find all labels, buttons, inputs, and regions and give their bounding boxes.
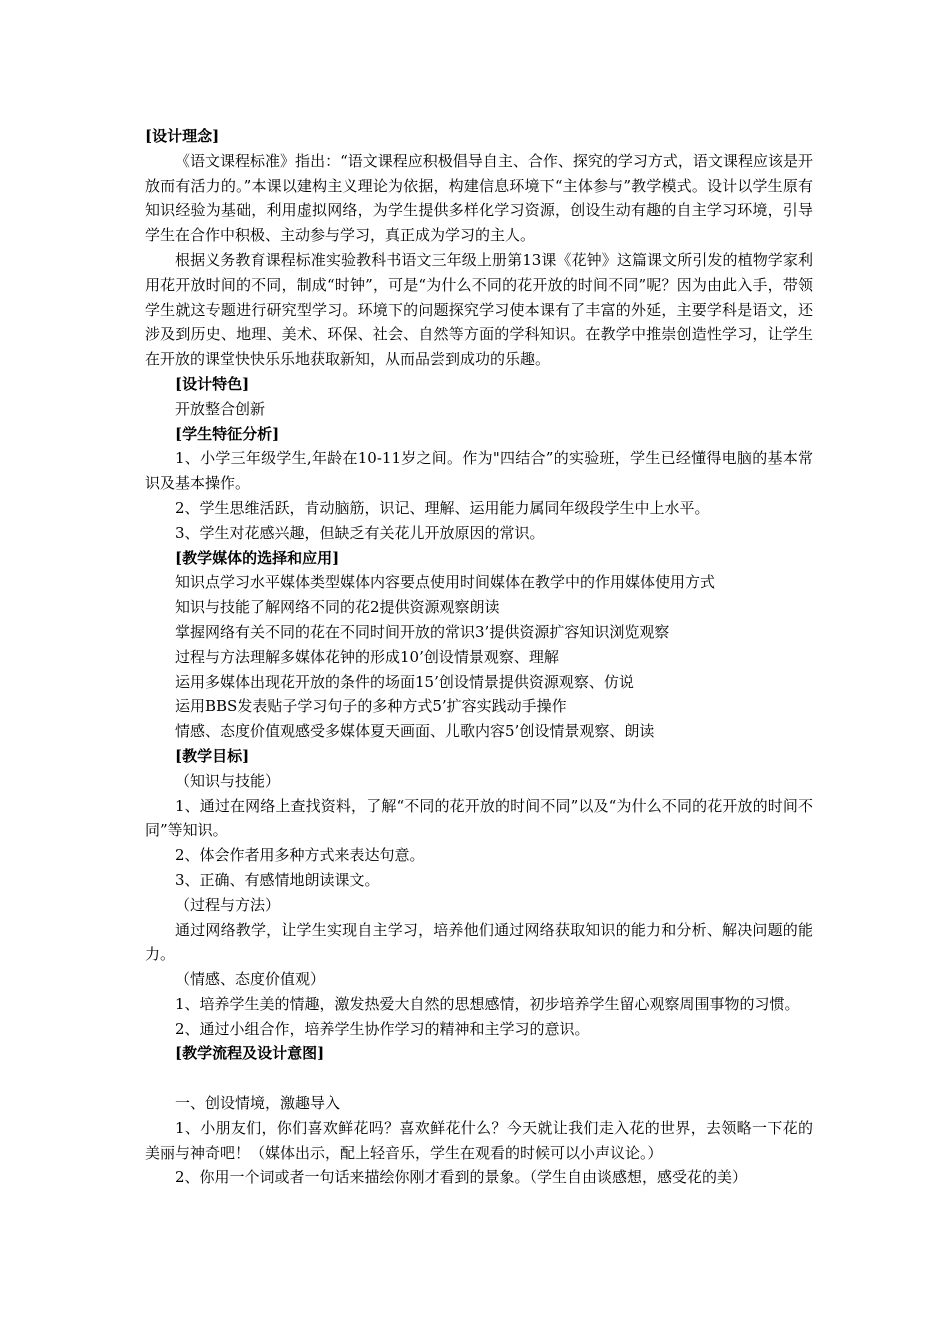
heading-teaching-media: [教学媒体的选择和应用]: [175, 548, 340, 567]
document-page: [145, 124, 813, 1190]
media-row-2: 掌握网络有关不同的花在不同时间开放的常识3’提供资源扩容知识浏览观察: [175, 622, 670, 641]
goal-subheading-knowledge: （知识与技能）: [175, 771, 281, 790]
heading-student-analysis: [学生特征分析]: [175, 424, 280, 443]
heading-teaching-goals: [教学目标]: [175, 746, 250, 765]
flow-step-1: 1、小朋友们，你们喜欢鲜花吗？喜欢鲜花什么？今天就让我们走入花的世界，去领略一下花的美丽与神奇吧！（媒体出示，配上轻音乐，学生在观看的时候可以小声议论。）: [145, 1118, 813, 1162]
flow-step-2: 2、你用一个词或者一句话来描绘你刚才看到的景象。（学生自由谈感想，感受花的美）: [175, 1168, 748, 1187]
text-design-features: 开放整合创新: [175, 399, 266, 418]
heading-teaching-flow: [教学流程及设计意图]: [175, 1044, 325, 1063]
goal-item-1: 1、通过在网络上查找资料，了解“不同的花开放的时间不同”以及“为什么不同的花开放的时间不同”等知识。: [145, 796, 813, 840]
heading-design-concept: [设计理念]: [145, 127, 220, 145]
goal-item-3: 3、正确、有感情地朗读课文。: [175, 870, 380, 889]
media-row-3: 过程与方法理解多媒体花钟的形成10’创设情景观察、理解: [175, 647, 559, 666]
heading-design-features: [设计特色]: [175, 374, 250, 393]
media-row-5: 运用BBS发表贴子学习句子的多种方式5’扩容实践动手操作: [175, 697, 567, 716]
student-analysis-item-2: 2、学生思维活跃，肯动脑筋，识记、理解、运用能力属同年级段学生中上水平。: [175, 498, 710, 517]
spacer: [145, 1066, 813, 1091]
goal-item-emotion-1: 1、培养学生美的情趣，激发热爱大自然的思想感情，初步培养学生留心观察周围事物的习惯。: [175, 994, 800, 1013]
goal-item-2: 2、体会作者用多种方式来表达句意。: [175, 846, 425, 865]
media-row-header: 知识点学习水平媒体类型媒体内容要点使用时间媒体在教学中的作用媒体使用方式: [175, 573, 716, 592]
student-analysis-item-3: 3、学生对花感兴趣，但缺乏有关花儿开放原因的常识。: [175, 523, 545, 542]
paragraph-flower-clock-background: 根据义务教育课程标准实验教科书语文三年级上册第13课《花钟》这篇课文所引发的植物学家利用花开放时间的不同，制成“时钟”，可是“为什么不同的花开放的时间不同”呢？因为由此入手，带领学生就这专题进行研究型学习。环境下的问题探究学习使本课有了丰富的外延，主要学科是语文，还涉及到历史、地理、美术、环保、社会、自然等方面的学科知识。在教学中推崇创造性学习，让学生在开放的课堂快快乐乐地获取新知，从而品尝到成功的乐趣。: [145, 250, 813, 369]
media-row-6: 情感、态度价值观感受多媒体夏天画面、儿歌内容5’创设情景观察、朗读: [175, 722, 655, 741]
student-analysis-item-1: 1、小学三年级学生,年龄在10-11岁之间。作为"四结合”的实验班，学生已经懂得电脑的基本常识及基本操作。: [145, 449, 813, 493]
paragraph-curriculum-standard: 《语文课程标准》指出：“语文课程应积极倡导自主、合作、探究的学习方式，语文课程应该是开放而有活力的。”本课以建构主义理论为依据，构建信息环境下“主体参与”教学模式。设计以学生原有知识经验为基础，利用虚拟网络，为学生提供多样化学习资源，创设生动有趣的自主学习环境，引导学生在合作中积极、主动参与学习，真正成为学习的主人。: [145, 151, 813, 245]
media-row-4: 运用多媒体出现花开放的条件的场面15’创设情景提供资源观察、仿说: [175, 672, 634, 691]
media-row-1: 知识与技能了解网络不同的花2提供资源观察朗读: [175, 598, 500, 617]
goal-item-emotion-2: 2、通过小组合作，培养学生协作学习的精神和主学习的意识。: [175, 1019, 590, 1038]
goal-item-process: 通过网络教学，让学生实现自主学习，培养他们通过网络获取知识的能力和分析、解决问题的能力。: [145, 920, 813, 964]
goal-subheading-process: （过程与方法）: [175, 895, 281, 914]
goal-subheading-emotion: （情感、态度价值观）: [175, 970, 326, 989]
flow-section-title: 一、创设情境，激趣导入: [175, 1094, 341, 1113]
